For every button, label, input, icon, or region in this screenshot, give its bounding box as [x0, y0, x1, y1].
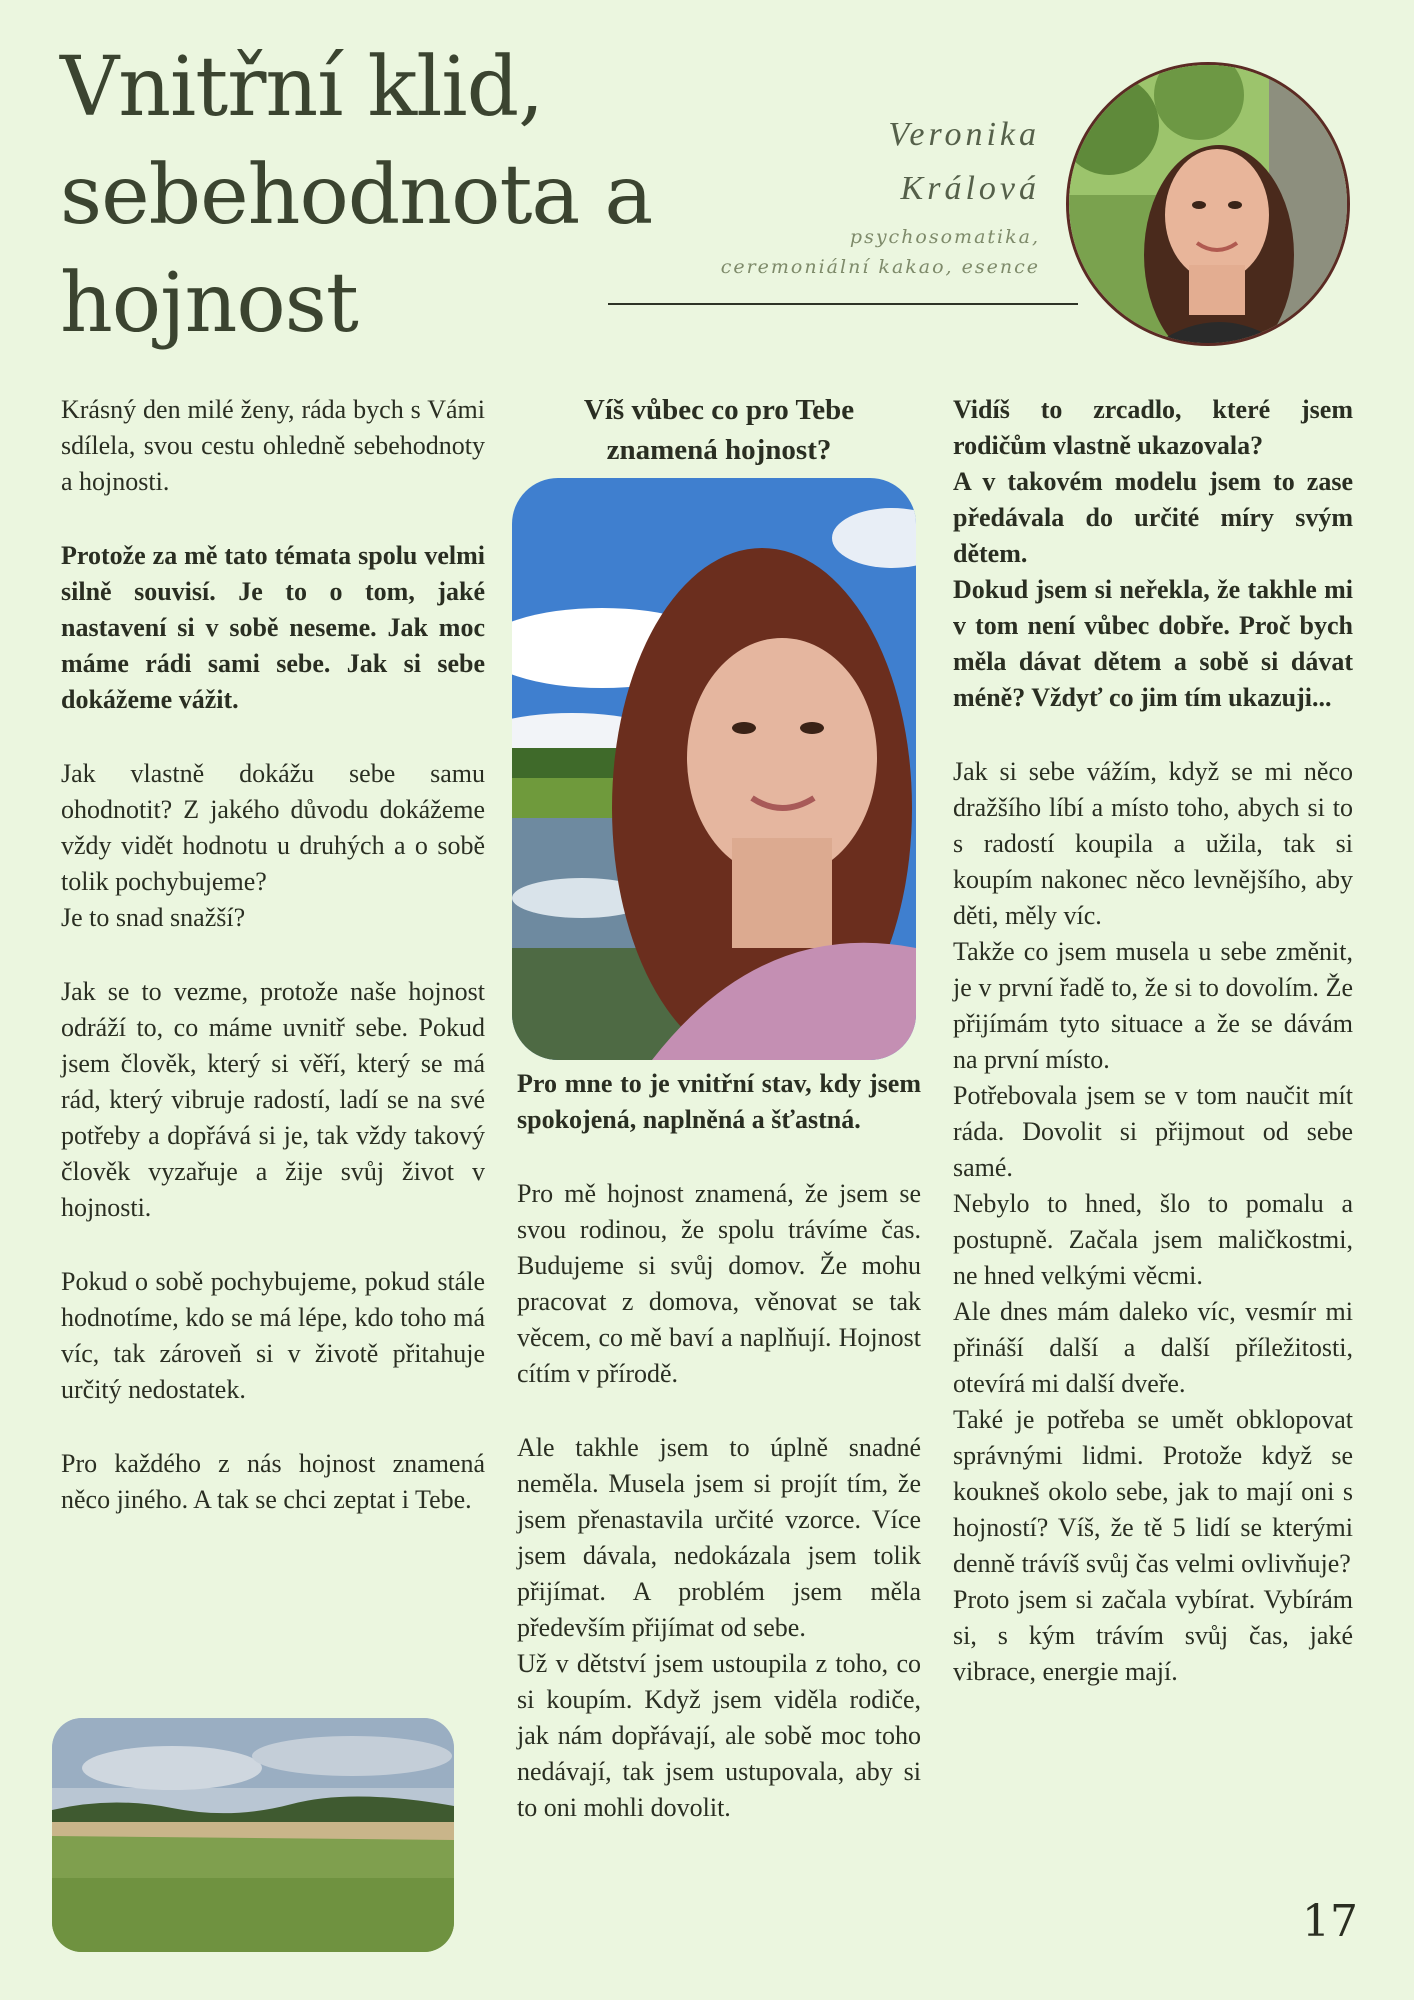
- author-tags: [600, 222, 1040, 282]
- field-photo: [52, 1718, 454, 1952]
- paragraph: Krásný den milé ženy, ráda bych s Vámi sdílela, svou cestu ohledně sebehodnoty a hojnosti.: [61, 395, 485, 496]
- column-2-heading: [517, 390, 921, 470]
- paragraph: Už v dětství jsem ustoupila z toho, co si koupím. Když jsem viděla rodiče, jak nám dopřávají, ale sobě moc toho nedávají, tak jsem ustupovala, aby si to oni mohli dovolit.: [517, 1649, 921, 1822]
- lake-portrait-photo: [512, 478, 916, 1060]
- title-line-1: Vnitřní klid,: [60, 40, 544, 135]
- author-portrait: [1066, 62, 1350, 346]
- title-line-3: hojnost: [60, 256, 358, 351]
- author-tag-line-1: psychosomatika,: [849, 226, 1040, 248]
- heading-line-1: Víš vůbec co pro Tebe: [583, 394, 855, 426]
- paragraph: Je to snad snažší?: [61, 903, 246, 932]
- paragraph: Ale takhle jsem to úplně snadné neměla. Musela jsem si projít tím, že jsem přenastavila určité vzorce. Více jsem dávala, nedokázala jsem tolik přijímat. A problém jsem měla především přijímat od sebe.: [517, 1433, 921, 1642]
- paragraph-bold: [953, 572, 1353, 716]
- column-2: [517, 1066, 921, 1864]
- bold-text: Vidíš to zrcadlo, které jsem rodičům vlastně ukazovala?: [953, 395, 1353, 460]
- paragraph-bold: [953, 392, 1353, 464]
- paragraph: Jak si sebe vážím, když se mi něco dražšího líbí a místo toho, abych si to s radostí koupila a užila, tak si koupím nakonec něco levnějšího, aby děti, měly víc.: [953, 757, 1353, 930]
- paragraph: Také je potřeba se umět obklopovat správnými lidmi. Protože když se koukneš okolo sebe, jak to mají oni s hojností? Víš, že tě 5 lidí se kterými denně trávíš svůj čas velmi ovlivňuje?: [953, 1405, 1353, 1578]
- bold-text: Dokud jsem si neřekla, že takhle mi v tom není vůbec dobře. Proč bych měla dávat dětem a sobě si dávat méně? Vždyť co jim tím ukazuji...: [953, 575, 1353, 712]
- page-number: 17: [1302, 1896, 1358, 1947]
- author-name: [600, 108, 1040, 216]
- author-tag-line-2: ceremoniální kakao, esence: [720, 256, 1040, 278]
- bold-text: Pro mne to je vnitřní stav, kdy jsem spokojená, naplněná a šťastná.: [517, 1069, 921, 1134]
- author-first-name: Veronika: [888, 116, 1040, 153]
- paragraph: Jak vlastně dokážu sebe samu ohodnotit? Z jakého důvodu dokážeme vždy vidět hodnotu u druhých a o sobě tolik pochybujeme?: [61, 759, 485, 896]
- paragraph: Pro mě hojnost znamená, že jsem se svou rodinou, že spolu trávíme čas. Budujeme si svůj domov. Že mohu pracovat z domova, věnovat se tak věcem, co mě baví a naplňují. Hojnost cítím v přírodě.: [517, 1179, 921, 1388]
- paragraph: Nebylo to hned, šlo to pomalu a postupně. Začala jsem maličkostmi, ne hned velkými věcmi.: [953, 1189, 1353, 1290]
- bold-text: A v takovém modelu jsem to zase předávala do určité míry svým dětem.: [953, 467, 1353, 568]
- author-block: [600, 108, 1040, 282]
- paragraph: Proto jsem si začala vybírat. Vybírám si, s kým trávím svůj čas, jaké vibrace, energie mají.: [953, 1585, 1353, 1686]
- title-line-2: sebehodnota a: [60, 148, 653, 243]
- paragraph-bold: [953, 464, 1353, 572]
- author-divider: [608, 303, 1078, 305]
- paragraph: Ale dnes mám daleko víc, vesmír mi přináší další a další příležitosti, otevírá mi další dveře.: [953, 1297, 1353, 1398]
- paragraph-bold: [61, 538, 485, 718]
- bold-text: Protože za mě tato témata spolu velmi silně souvisí. Je to o tom, jaké nastavení si v sobě neseme. Jak moc máme rádi sami sebe. Jak si sebe dokážeme vážit.: [61, 541, 485, 714]
- paragraph: Potřebovala jsem se v tom naučit mít ráda. Dovolit si přijmout od sebe samé.: [953, 1081, 1353, 1182]
- paragraph: Takže co jsem musela u sebe změnit, je v první řadě to, že si to dovolím. Že přijímám tyto situace a že se dávám na první místo.: [953, 937, 1353, 1074]
- paragraph: Jak se to vezme, protože naše hojnost odráží to, co máme uvnitř sebe. Pokud jsem člověk, který si věří, který se má rád, který vibruje radostí, ladí se na své potřeby a dopřává si je, tak vždy takový člověk vyzařuje a žije svůj život v hojnosti.: [61, 977, 485, 1222]
- paragraph: Pro každého z nás hojnost znamená něco jiného. A tak se chci zeptat i Tebe.: [61, 1449, 485, 1514]
- paragraph-bold: [517, 1066, 921, 1138]
- heading-line-2: znamená hojnost?: [606, 434, 832, 466]
- column-1: [61, 392, 485, 1556]
- paragraph: Pokud o sobě pochybujeme, pokud stále hodnotíme, kdo se má lépe, kdo toho má víc, tak zároveň si v životě přitahuje určitý nedostatek.: [61, 1267, 485, 1404]
- author-last-name: Králová: [900, 170, 1040, 207]
- column-3: [953, 392, 1353, 1690]
